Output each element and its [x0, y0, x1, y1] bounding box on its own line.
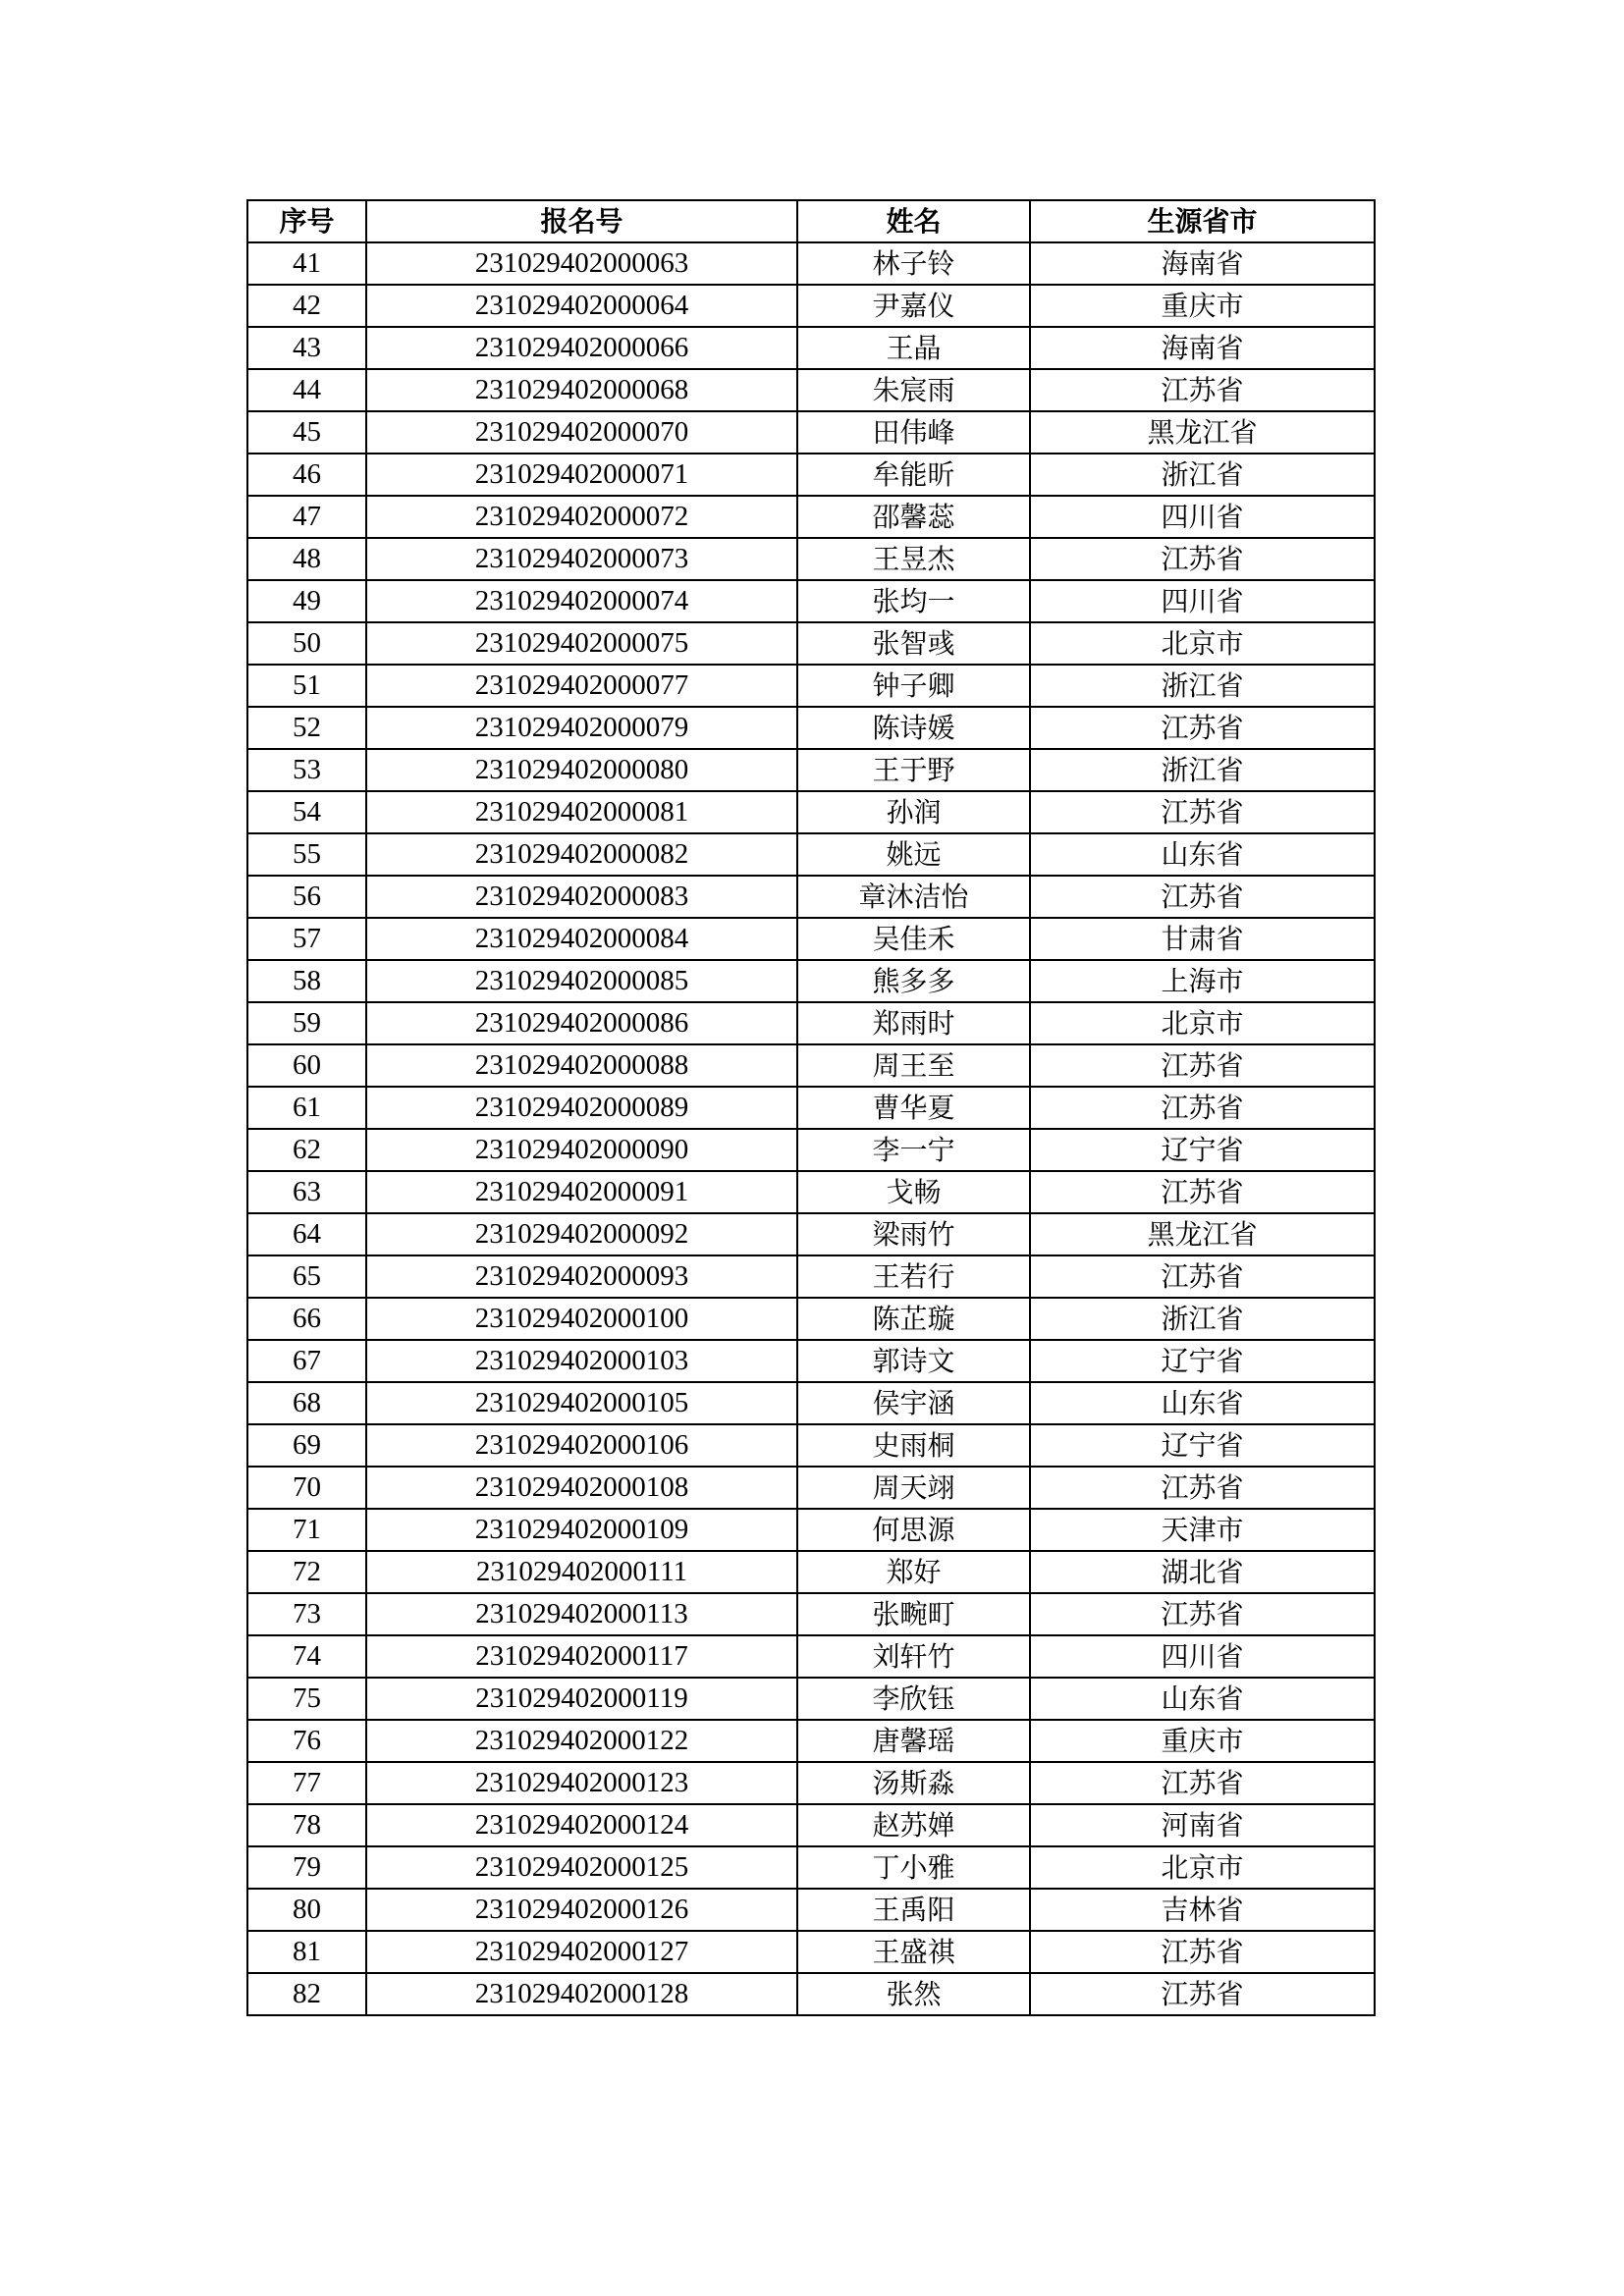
cell-registration-number: 231029402000088: [366, 1044, 797, 1087]
cell-name: 牟能昕: [797, 454, 1030, 496]
cell-serial-number: 69: [247, 1424, 366, 1467]
cell-registration-number: 231029402000125: [366, 1846, 797, 1889]
cell-serial-number: 82: [247, 1973, 366, 2015]
table-row: [247, 665, 1375, 707]
cell-province: 黑龙江省: [1030, 411, 1375, 454]
table-row: [247, 1044, 1375, 1087]
cell-serial-number: 68: [247, 1382, 366, 1424]
cell-serial-number: 64: [247, 1213, 366, 1255]
cell-province: 江苏省: [1030, 538, 1375, 580]
cell-name: 戈畅: [797, 1171, 1030, 1213]
cell-province: 北京市: [1030, 1002, 1375, 1044]
cell-serial-number: 61: [247, 1087, 366, 1129]
cell-registration-number: 231029402000070: [366, 411, 797, 454]
table-row: [247, 1171, 1375, 1213]
table-row: [247, 707, 1375, 749]
cell-serial-number: 70: [247, 1467, 366, 1509]
cell-serial-number: 79: [247, 1846, 366, 1889]
cell-registration-number: 231029402000103: [366, 1340, 797, 1382]
cell-province: 江苏省: [1030, 791, 1375, 833]
cell-name: 汤斯淼: [797, 1762, 1030, 1804]
cell-province: 天津市: [1030, 1509, 1375, 1551]
table-row: [247, 1087, 1375, 1129]
table-row: [247, 833, 1375, 876]
table-row: [247, 580, 1375, 622]
cell-name: 王盛祺: [797, 1931, 1030, 1973]
cell-serial-number: 75: [247, 1678, 366, 1720]
table-row: [247, 1213, 1375, 1255]
cell-province: 海南省: [1030, 242, 1375, 285]
cell-province: 山东省: [1030, 833, 1375, 876]
cell-registration-number: 231029402000092: [366, 1213, 797, 1255]
table-header-row: [247, 200, 1375, 242]
cell-registration-number: 231029402000100: [366, 1298, 797, 1340]
cell-serial-number: 47: [247, 496, 366, 538]
cell-serial-number: 52: [247, 707, 366, 749]
cell-name: 陈诗媛: [797, 707, 1030, 749]
cell-province: 吉林省: [1030, 1889, 1375, 1931]
cell-serial-number: 72: [247, 1551, 366, 1593]
table-row: [247, 918, 1375, 960]
cell-name: 邵馨蕊: [797, 496, 1030, 538]
table-row: [247, 1973, 1375, 2015]
cell-serial-number: 50: [247, 622, 366, 665]
table-row: [247, 1846, 1375, 1889]
cell-name: 郑雨时: [797, 1002, 1030, 1044]
cell-name: 章沐洁怡: [797, 876, 1030, 918]
cell-name: 吴佳禾: [797, 918, 1030, 960]
cell-name: 尹嘉仪: [797, 285, 1030, 327]
table-row: [247, 1255, 1375, 1298]
cell-name: 钟子卿: [797, 665, 1030, 707]
table-row: [247, 1804, 1375, 1846]
cell-province: 重庆市: [1030, 285, 1375, 327]
cell-serial-number: 42: [247, 285, 366, 327]
cell-registration-number: 231029402000074: [366, 580, 797, 622]
cell-province: 江苏省: [1030, 1973, 1375, 2015]
table-row: [247, 454, 1375, 496]
table-row: [247, 1129, 1375, 1171]
header-name: 姓名: [797, 200, 1030, 242]
cell-registration-number: 231029402000075: [366, 622, 797, 665]
table-row: [247, 496, 1375, 538]
cell-name: 郑好: [797, 1551, 1030, 1593]
cell-registration-number: 231029402000127: [366, 1931, 797, 1973]
cell-registration-number: 231029402000081: [366, 791, 797, 833]
cell-serial-number: 66: [247, 1298, 366, 1340]
cell-serial-number: 44: [247, 369, 366, 411]
cell-province: 浙江省: [1030, 1298, 1375, 1340]
cell-name: 侯宇涵: [797, 1382, 1030, 1424]
cell-registration-number: 231029402000064: [366, 285, 797, 327]
cell-province: 山东省: [1030, 1382, 1375, 1424]
cell-serial-number: 74: [247, 1635, 366, 1678]
cell-name: 王晶: [797, 327, 1030, 369]
cell-registration-number: 231029402000091: [366, 1171, 797, 1213]
cell-province: 江苏省: [1030, 1931, 1375, 1973]
cell-registration-number: 231029402000108: [366, 1467, 797, 1509]
cell-registration-number: 231029402000072: [366, 496, 797, 538]
cell-province: 上海市: [1030, 960, 1375, 1002]
table-row: [247, 1551, 1375, 1593]
table-row: [247, 1889, 1375, 1931]
cell-name: 张均一: [797, 580, 1030, 622]
cell-registration-number: 231029402000079: [366, 707, 797, 749]
cell-province: 山东省: [1030, 1678, 1375, 1720]
table-row: [247, 242, 1375, 285]
table-row: [247, 1509, 1375, 1551]
table-row: [247, 1298, 1375, 1340]
cell-serial-number: 59: [247, 1002, 366, 1044]
cell-name: 周王至: [797, 1044, 1030, 1087]
cell-name: 田伟峰: [797, 411, 1030, 454]
table-row: [247, 876, 1375, 918]
table-row: [247, 1340, 1375, 1382]
cell-province: 浙江省: [1030, 454, 1375, 496]
cell-serial-number: 49: [247, 580, 366, 622]
cell-registration-number: 231029402000090: [366, 1129, 797, 1171]
cell-province: 江苏省: [1030, 369, 1375, 411]
cell-serial-number: 45: [247, 411, 366, 454]
cell-registration-number: 231029402000122: [366, 1720, 797, 1762]
cell-province: 江苏省: [1030, 1762, 1375, 1804]
cell-province: 黑龙江省: [1030, 1213, 1375, 1255]
cell-name: 丁小雅: [797, 1846, 1030, 1889]
cell-province: 北京市: [1030, 622, 1375, 665]
cell-name: 李欣钰: [797, 1678, 1030, 1720]
cell-province: 江苏省: [1030, 876, 1375, 918]
cell-province: 甘肃省: [1030, 918, 1375, 960]
cell-province: 浙江省: [1030, 749, 1375, 791]
cell-name: 史雨桐: [797, 1424, 1030, 1467]
cell-name: 姚远: [797, 833, 1030, 876]
cell-registration-number: 231029402000082: [366, 833, 797, 876]
cell-registration-number: 231029402000089: [366, 1087, 797, 1129]
cell-province: 浙江省: [1030, 665, 1375, 707]
cell-province: 海南省: [1030, 327, 1375, 369]
cell-serial-number: 76: [247, 1720, 366, 1762]
cell-registration-number: 231029402000086: [366, 1002, 797, 1044]
table-row: [247, 1382, 1375, 1424]
cell-province: 四川省: [1030, 496, 1375, 538]
cell-serial-number: 60: [247, 1044, 366, 1087]
cell-name: 李一宁: [797, 1129, 1030, 1171]
cell-serial-number: 65: [247, 1255, 366, 1298]
cell-name: 王昱杰: [797, 538, 1030, 580]
cell-registration-number: 231029402000109: [366, 1509, 797, 1551]
cell-name: 周天翊: [797, 1467, 1030, 1509]
cell-name: 张畹町: [797, 1593, 1030, 1635]
cell-name: 曹华夏: [797, 1087, 1030, 1129]
cell-name: 王于野: [797, 749, 1030, 791]
table-row: [247, 1635, 1375, 1678]
cell-registration-number: 231029402000084: [366, 918, 797, 960]
cell-serial-number: 51: [247, 665, 366, 707]
cell-serial-number: 46: [247, 454, 366, 496]
cell-serial-number: 56: [247, 876, 366, 918]
cell-province: 江苏省: [1030, 1255, 1375, 1298]
cell-serial-number: 57: [247, 918, 366, 960]
cell-name: 王若行: [797, 1255, 1030, 1298]
cell-registration-number: 231029402000077: [366, 665, 797, 707]
cell-serial-number: 58: [247, 960, 366, 1002]
cell-province: 北京市: [1030, 1846, 1375, 1889]
table-row: [247, 1720, 1375, 1762]
cell-registration-number: 231029402000117: [366, 1635, 797, 1678]
cell-serial-number: 78: [247, 1804, 366, 1846]
cell-serial-number: 48: [247, 538, 366, 580]
student-roster-table: [246, 199, 1376, 2016]
cell-province: 江苏省: [1030, 1044, 1375, 1087]
cell-name: 林子铃: [797, 242, 1030, 285]
cell-registration-number: 231029402000123: [366, 1762, 797, 1804]
cell-registration-number: 231029402000124: [366, 1804, 797, 1846]
table-row: [247, 791, 1375, 833]
cell-registration-number: 231029402000085: [366, 960, 797, 1002]
cell-serial-number: 63: [247, 1171, 366, 1213]
cell-name: 赵苏婵: [797, 1804, 1030, 1846]
cell-registration-number: 231029402000126: [366, 1889, 797, 1931]
cell-province: 江苏省: [1030, 1467, 1375, 1509]
cell-province: 四川省: [1030, 1635, 1375, 1678]
cell-registration-number: 231029402000111: [366, 1551, 797, 1593]
table-row: [247, 1424, 1375, 1467]
cell-name: 张智彧: [797, 622, 1030, 665]
cell-province: 辽宁省: [1030, 1340, 1375, 1382]
header-serial-number: 序号: [247, 200, 366, 242]
cell-province: 湖北省: [1030, 1551, 1375, 1593]
cell-province: 河南省: [1030, 1804, 1375, 1846]
table-row: [247, 369, 1375, 411]
cell-registration-number: 231029402000068: [366, 369, 797, 411]
cell-registration-number: 231029402000063: [366, 242, 797, 285]
cell-serial-number: 77: [247, 1762, 366, 1804]
table-row: [247, 622, 1375, 665]
cell-serial-number: 53: [247, 749, 366, 791]
cell-registration-number: 231029402000080: [366, 749, 797, 791]
cell-serial-number: 80: [247, 1889, 366, 1931]
cell-serial-number: 54: [247, 791, 366, 833]
header-registration-number: 报名号: [366, 200, 797, 242]
cell-registration-number: 231029402000073: [366, 538, 797, 580]
cell-registration-number: 231029402000071: [366, 454, 797, 496]
cell-name: 熊多多: [797, 960, 1030, 1002]
cell-serial-number: 43: [247, 327, 366, 369]
cell-registration-number: 231029402000113: [366, 1593, 797, 1635]
table-row: [247, 285, 1375, 327]
cell-registration-number: 231029402000066: [366, 327, 797, 369]
cell-name: 刘轩竹: [797, 1635, 1030, 1678]
cell-name: 梁雨竹: [797, 1213, 1030, 1255]
cell-name: 朱宸雨: [797, 369, 1030, 411]
cell-name: 王禹阳: [797, 1889, 1030, 1931]
cell-name: 张然: [797, 1973, 1030, 2015]
table-row: [247, 1002, 1375, 1044]
table-row: [247, 327, 1375, 369]
cell-registration-number: 231029402000128: [366, 1973, 797, 2015]
cell-serial-number: 73: [247, 1593, 366, 1635]
cell-serial-number: 55: [247, 833, 366, 876]
cell-province: 四川省: [1030, 580, 1375, 622]
table-body: [247, 242, 1375, 2015]
header-province: 生源省市: [1030, 200, 1375, 242]
cell-serial-number: 41: [247, 242, 366, 285]
cell-registration-number: 231029402000106: [366, 1424, 797, 1467]
table-row: [247, 1762, 1375, 1804]
cell-province: 江苏省: [1030, 1593, 1375, 1635]
table-row: [247, 1931, 1375, 1973]
cell-serial-number: 62: [247, 1129, 366, 1171]
cell-province: 辽宁省: [1030, 1129, 1375, 1171]
cell-serial-number: 81: [247, 1931, 366, 1973]
table-row: [247, 960, 1375, 1002]
table-row: [247, 1593, 1375, 1635]
table-row: [247, 411, 1375, 454]
table-row: [247, 749, 1375, 791]
cell-registration-number: 231029402000093: [366, 1255, 797, 1298]
cell-name: 唐馨瑶: [797, 1720, 1030, 1762]
cell-registration-number: 231029402000119: [366, 1678, 797, 1720]
cell-name: 陈芷璇: [797, 1298, 1030, 1340]
cell-registration-number: 231029402000105: [366, 1382, 797, 1424]
table-row: [247, 538, 1375, 580]
table-row: [247, 1678, 1375, 1720]
cell-serial-number: 67: [247, 1340, 366, 1382]
cell-name: 何思源: [797, 1509, 1030, 1551]
cell-province: 江苏省: [1030, 707, 1375, 749]
cell-province: 辽宁省: [1030, 1424, 1375, 1467]
table-row: [247, 1467, 1375, 1509]
cell-registration-number: 231029402000083: [366, 876, 797, 918]
cell-province: 重庆市: [1030, 1720, 1375, 1762]
cell-name: 孙润: [797, 791, 1030, 833]
cell-serial-number: 71: [247, 1509, 366, 1551]
cell-name: 郭诗文: [797, 1340, 1030, 1382]
cell-province: 江苏省: [1030, 1171, 1375, 1213]
cell-province: 江苏省: [1030, 1087, 1375, 1129]
